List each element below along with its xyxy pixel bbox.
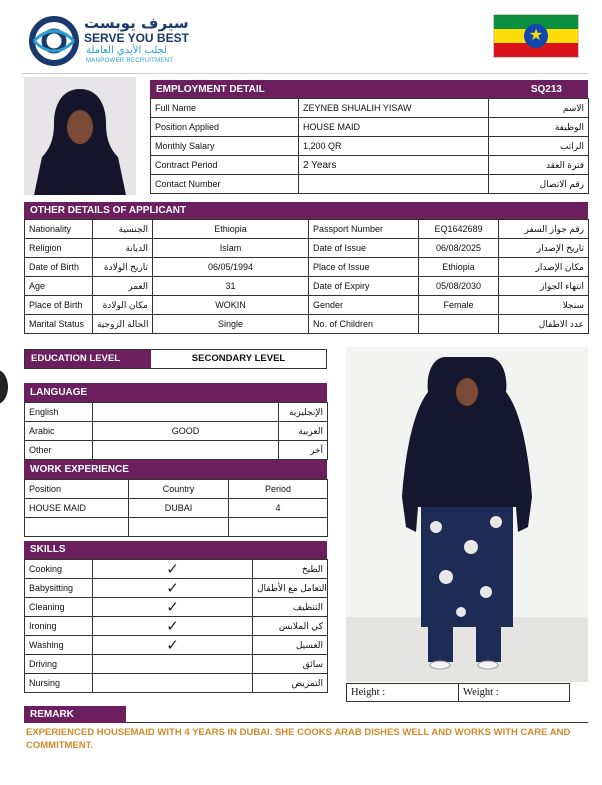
- detail-label-ar: مكان الولادة: [93, 296, 153, 315]
- work-header-position: Position: [25, 480, 129, 499]
- skill-check-icon: ✓: [93, 560, 253, 579]
- applicant-full-photo: [346, 347, 588, 682]
- table-row: [151, 99, 589, 118]
- measurements-bar: [346, 683, 570, 702]
- detail-value: WOKIN: [153, 296, 309, 315]
- language-table: [24, 402, 328, 460]
- detail-label: Place of Issue: [309, 258, 419, 277]
- education-label: EDUCATION LEVEL: [25, 350, 151, 368]
- work-experience-table: [24, 479, 328, 537]
- detail-label: Nationality: [25, 220, 93, 239]
- work-header-country: Country: [129, 480, 229, 499]
- table-row: [25, 277, 589, 296]
- skill-check-icon: [93, 655, 253, 674]
- skill-check-icon: [93, 674, 253, 693]
- work-position: [25, 518, 129, 537]
- contract-ar: فترة العقد: [489, 156, 589, 175]
- detail-label: Date of Birth: [25, 258, 93, 277]
- table-row: [151, 118, 589, 137]
- detail-label-ar: رقم جواز السفر: [499, 220, 589, 239]
- remark-section: [24, 706, 588, 755]
- full-name-ar: الاسم: [489, 99, 589, 118]
- table-row: [25, 617, 328, 636]
- weight-label: Weight :: [463, 687, 499, 698]
- detail-label-ar: انتهاء الجواز: [499, 277, 589, 296]
- height-label: Height :: [347, 684, 459, 701]
- detail-label: Marital Status: [25, 315, 93, 334]
- detail-value: Ethiopia: [153, 220, 309, 239]
- logo-subtitle: MANPOWER RECRUITMENT: [86, 58, 174, 64]
- detail-label-ar: الديانة: [93, 239, 153, 258]
- skill-label: Washing: [25, 636, 93, 655]
- logo-english: SERVE YOU BEST: [84, 31, 189, 45]
- table-row: [25, 636, 328, 655]
- language-section: [24, 383, 327, 693]
- arabic-value: GOOD: [93, 422, 279, 441]
- detail-label: Religion: [25, 239, 93, 258]
- salary-ar: الراتب: [489, 137, 589, 156]
- work-country: [129, 518, 229, 537]
- company-logo: [28, 16, 198, 66]
- table-row: [151, 156, 589, 175]
- full-name-label: Full Name: [151, 99, 299, 118]
- education-value: SECONDARY LEVEL: [191, 353, 286, 364]
- table-row: [25, 655, 328, 674]
- skill-label-ar: كي الملابس: [253, 617, 328, 636]
- logo-emblem-icon: [28, 16, 80, 66]
- position-label: Position Applied: [151, 118, 299, 137]
- detail-label-ar: عدد الاطفال: [499, 315, 589, 334]
- table-row: [25, 258, 589, 277]
- work-country: DUBAI: [129, 499, 229, 518]
- salary-label: Monthly Salary: [151, 137, 299, 156]
- english-label: English: [25, 403, 93, 422]
- english-value: [93, 403, 279, 422]
- table-row: [25, 674, 328, 693]
- remark-title: REMARK: [24, 706, 126, 723]
- other-language-ar: آخر: [279, 441, 328, 460]
- detail-value: Ethiopia: [419, 258, 499, 277]
- skills-table: [24, 559, 328, 693]
- employment-table: [150, 98, 589, 194]
- other-language-value: [93, 441, 279, 460]
- detail-label-ar: سنجلا: [499, 296, 589, 315]
- contact-ar: رقم الاتصال: [489, 175, 589, 194]
- detail-label-ar: تاريخ الولادة: [93, 258, 153, 277]
- salary-value: 1,200 QR: [299, 137, 489, 156]
- other-details-title: OTHER DETAILS OF APPLICANT: [24, 202, 588, 219]
- skill-label-ar: الغسيل: [253, 636, 328, 655]
- header-divider: [22, 73, 588, 74]
- work-experience-title: WORK EXPERIENCE: [24, 460, 327, 479]
- detail-label-ar: العمر: [93, 277, 153, 296]
- contract-value: 2 Years: [299, 156, 489, 175]
- detail-value: Islam: [153, 239, 309, 258]
- skill-label-ar: التعامل مع الأطفال: [253, 579, 328, 598]
- scroll-handle[interactable]: [0, 370, 8, 404]
- applicant-headshot: [24, 77, 136, 195]
- table-row: [25, 403, 328, 422]
- table-row: [151, 175, 589, 194]
- table-row: [25, 499, 328, 518]
- detail-value: 06/05/1994: [153, 258, 309, 277]
- skills-title: SKILLS: [24, 541, 327, 559]
- detail-label: Age: [25, 277, 93, 296]
- detail-value: Single: [153, 315, 309, 334]
- table-row: [25, 422, 328, 441]
- detail-value: Female: [419, 296, 499, 315]
- table-row: [151, 137, 589, 156]
- full-name-value: ZEYNEB SHUALIH YISAW: [299, 99, 489, 118]
- detail-label-ar: الجنسية: [93, 220, 153, 239]
- skill-label: Nursing: [25, 674, 93, 693]
- logo-arabic-bottom: لجلب الأيدي العاملة: [86, 45, 168, 56]
- skill-label: Babysitting: [25, 579, 93, 598]
- contact-value: [299, 175, 489, 194]
- work-period: [229, 518, 328, 537]
- arabic-ar: العربية: [279, 422, 328, 441]
- detail-label: Date of Issue: [309, 239, 419, 258]
- contract-label: Contract Period: [151, 156, 299, 175]
- skill-label-ar: التنظيف: [253, 598, 328, 617]
- detail-value: 05/08/2030: [419, 277, 499, 296]
- detail-label: Passport Number: [309, 220, 419, 239]
- education-section: [24, 349, 327, 369]
- skill-label-ar: سائق: [253, 655, 328, 674]
- detail-label: Date of Expiry: [309, 277, 419, 296]
- skill-label: Ironing: [25, 617, 93, 636]
- table-row: [25, 239, 589, 258]
- detail-value: [419, 315, 499, 334]
- table-row: [25, 315, 589, 334]
- table-header-row: [25, 480, 328, 499]
- other-details-section: [24, 202, 588, 334]
- other-details-table: [24, 219, 589, 334]
- skill-check-icon: ✓: [93, 598, 253, 617]
- detail-label-ar: تاريخ الإصدار: [499, 239, 589, 258]
- table-row: [25, 598, 328, 617]
- skill-label: Cooking: [25, 560, 93, 579]
- language-title: LANGUAGE: [24, 383, 327, 402]
- position-ar: الوظيفة: [489, 118, 589, 137]
- employment-detail-section: [150, 80, 588, 194]
- logo-arabic-top: سيرف يوبست: [84, 14, 189, 32]
- table-row: [25, 441, 328, 460]
- detail-label: Gender: [309, 296, 419, 315]
- other-language-label: Other: [25, 441, 93, 460]
- ethiopia-flag-icon: ★: [493, 14, 579, 58]
- skill-check-icon: ✓: [93, 579, 253, 598]
- skill-check-icon: ✓: [93, 636, 253, 655]
- work-position: HOUSE MAID: [25, 499, 129, 518]
- skill-label: Cleaning: [25, 598, 93, 617]
- detail-value: 06/08/2025: [419, 239, 499, 258]
- skill-label-ar: التمريض: [253, 674, 328, 693]
- detail-label-ar: مكان الإصدار: [499, 258, 589, 277]
- table-row: [25, 579, 328, 598]
- work-header-period: Period: [229, 480, 328, 499]
- detail-label: Place of Birth: [25, 296, 93, 315]
- work-period: 4: [229, 499, 328, 518]
- table-row: [25, 296, 589, 315]
- table-row: [25, 560, 328, 579]
- remark-text: EXPERIENCED HOUSEMAID WITH 4 YEARS IN DUBAI. SHE COOKS ARAB DISHES WELL AND WORKS WITH CARE AND COMMITMENT.: [26, 727, 571, 751]
- contact-label: Contact Number: [151, 175, 299, 194]
- table-row: [25, 220, 589, 239]
- skill-label: Driving: [25, 655, 93, 674]
- applicant-code: SQ213: [530, 83, 562, 95]
- position-value: HOUSE MAID: [299, 118, 489, 137]
- table-row: [25, 518, 328, 537]
- english-ar: الإنجليزية: [279, 403, 328, 422]
- detail-label-ar: الحالة الزوجية: [93, 315, 153, 334]
- skill-check-icon: ✓: [93, 617, 253, 636]
- skill-label-ar: الطبخ: [253, 560, 328, 579]
- detail-value: 31: [153, 277, 309, 296]
- detail-value: EQ1642689: [419, 220, 499, 239]
- detail-label: No. of Children: [309, 315, 419, 334]
- arabic-label: Arabic: [25, 422, 93, 441]
- employment-title: EMPLOYMENT DETAIL: [156, 83, 265, 95]
